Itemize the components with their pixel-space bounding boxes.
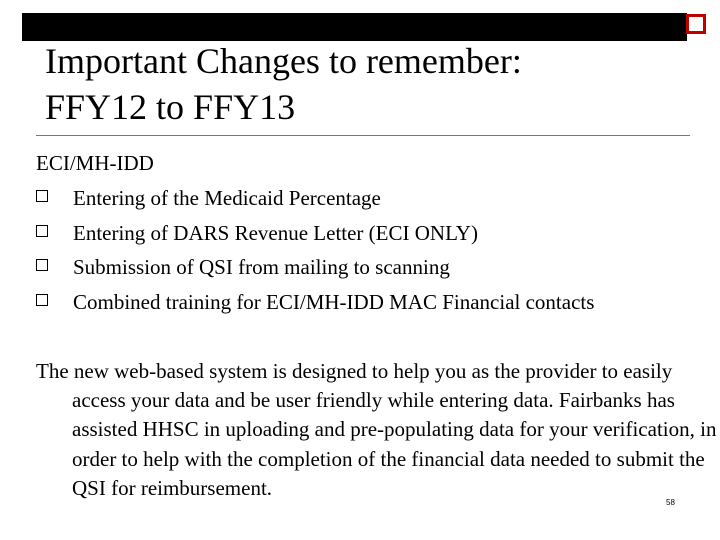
bullet-text: Entering of DARS Revenue Letter (ECI ONLY)	[73, 220, 478, 245]
bullet-text: Entering of the Medicaid Percentage	[73, 186, 381, 210]
group-heading: ECI/MH-IDD	[36, 151, 154, 175]
bullet-text: Combined training for ECI/MH-IDD MAC Financial contacts	[73, 289, 595, 314]
bullet-text: Submission of QSI from mailing to scanning	[73, 255, 450, 279]
title-bar-decoration	[22, 13, 687, 41]
corner-square-icon	[686, 14, 706, 34]
slide-title-line-2: FFY12 to FFY13	[45, 87, 296, 127]
body-paragraph: The new web-based system is designed to help you as the provider to easily access your data and be user friendly while entering data. Fairbanks has assisted HHSC in uploading and pre-populating data for your verification, in order to help with the completion of the financial data needed to submit the QSI for reimbursement.	[36, 359, 717, 500]
hollow-square-bullet-icon	[36, 190, 48, 202]
slide-title-line-1: Important Changes to remember:	[45, 41, 522, 81]
title-divider	[36, 135, 690, 136]
hollow-square-bullet-icon	[36, 294, 48, 306]
hollow-square-bullet-icon	[36, 259, 48, 271]
slide-title	[45, 38, 522, 130]
slide-number: 58	[666, 498, 675, 507]
hollow-square-bullet-icon	[36, 225, 48, 237]
